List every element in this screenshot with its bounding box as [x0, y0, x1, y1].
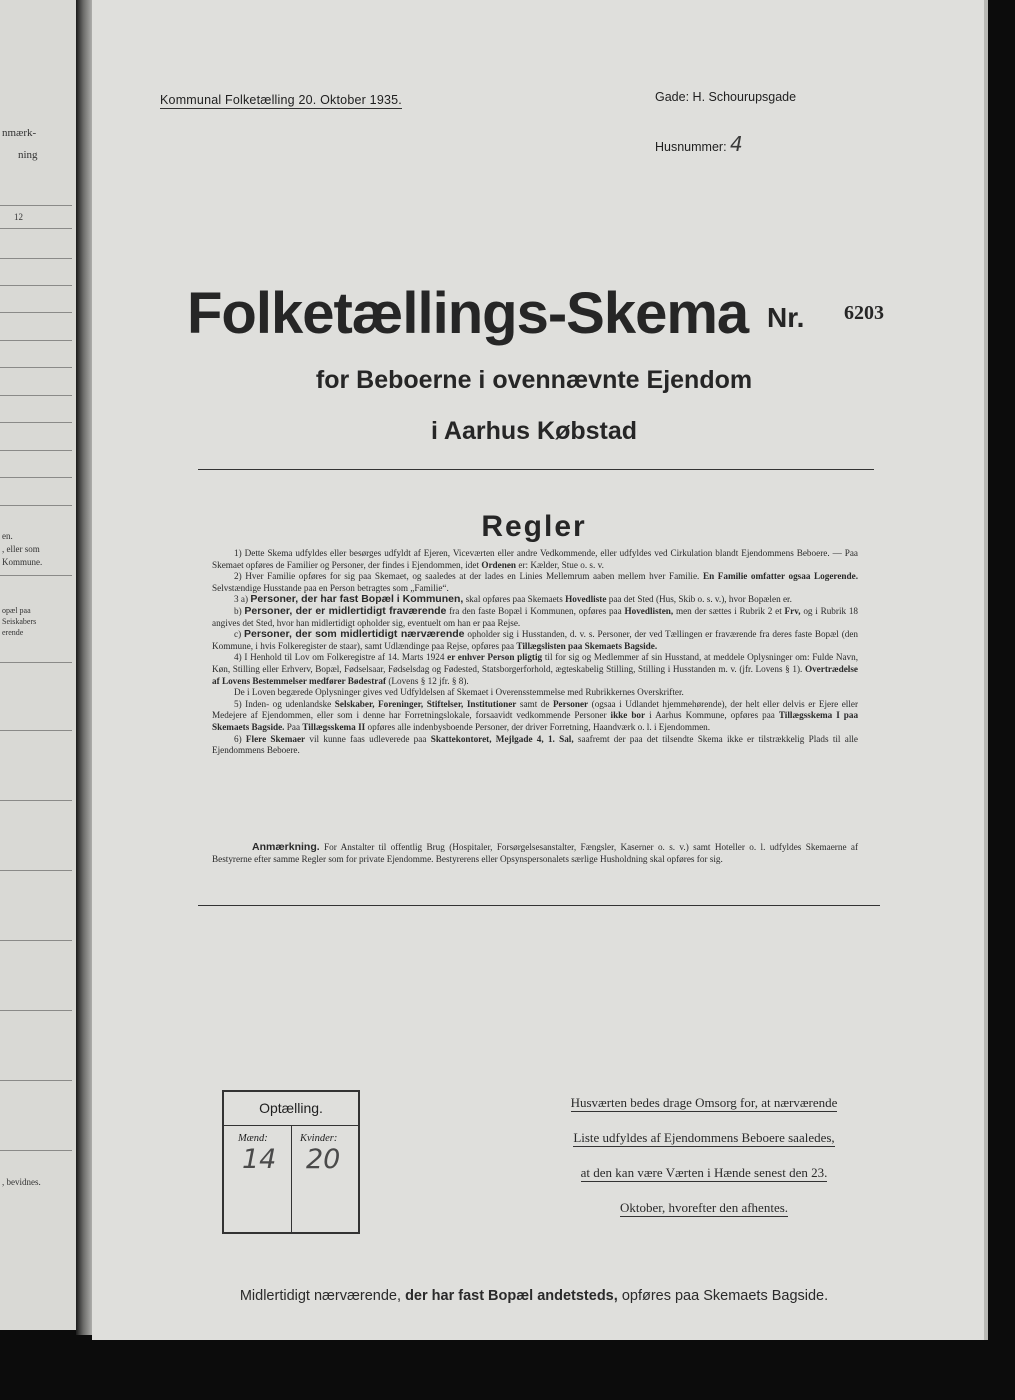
- rule-5: 5) Inden- og udenlandske Selskaber, Foreninger, Stiftelser, Institutioner samt de Personer (ogsaa i Udlandet hjemmehørende), der helt eller delvis er Ejere eller Medejere af Ejendommen, eller som i denne har Forretningslokale, forsaavidt vedkommende Personer ikke bor i Aarhus Kommune, opføres paa Tillægsskema I paa Skemaets Bagside. Paa Tillægsskema II opføres alle indenbysboende Personer, der driver Forretning, Haandværk o. l. i Ejendommen.: [212, 698, 859, 732]
- rule-1: 1) Dette Skema udfyldes eller besørges udfyldt af Ejeren, Viceværten eller andre Vedkommende, eller udfyldes ved Cirkulation blandt Ejendommens Beboere. — Paa Skemaet opføres de Familier og Personer, der findes i Ejendommen, idet Ordenen er: Kælder, Stue o. s. v.: [212, 548, 858, 570]
- rule-4b: De i Loven begærede Oplysninger gives ved Udfyldelsen af Skemaet i Overensstemmelse med Rubrikkernes Overskrifter.: [234, 687, 684, 698]
- left-rule: [0, 422, 72, 423]
- remark-text: For Anstalter til offentlig Brug (Hospitaler, Forsørgelsesanstalter, Fængsler, Kaserner o. s. v.) samt Hoteller o. l. udfyldes Skemaerne af Bestyrerne efter samme Regler som for private Ejendomme. Bestyrerens eller Opsynspersonalets særlige Husholdning skal opføres for sig.: [212, 842, 859, 864]
- form-subtitle-1: for Beboerne i ovennævnte Ejendom: [315, 366, 753, 394]
- left-rule: [0, 477, 72, 478]
- left-rule: [0, 367, 72, 368]
- left-facing-page: [0, 0, 78, 1330]
- left-fragment: , bevidnes.: [2, 1177, 41, 1187]
- left-fragment: Kommune.: [2, 557, 43, 567]
- notice-line-3: at den kan være Værten i Hænde senest den 23.: [580, 1165, 828, 1180]
- left-fragment: , eller som: [2, 544, 40, 554]
- left-rule: [0, 340, 72, 341]
- house-number-label: Husnummer:: [655, 140, 727, 154]
- house-number-value: 4: [730, 132, 743, 156]
- form-title: Folketællings-Skema: [187, 281, 749, 346]
- census-header-line: Kommunal Folketælling 20. Oktober 1935.: [160, 93, 402, 107]
- footer-note: Midlertidigt nærværende, der har fast Bopæl andetsteds, opføres paa Skemaets Bagside.: [239, 1288, 829, 1304]
- left-rule: [0, 228, 72, 229]
- left-rule: [0, 450, 72, 451]
- left-rule: [0, 662, 72, 663]
- divider: [198, 469, 874, 470]
- rule-4: 4) I Henhold til Lov om Folkeregistre af 14. Marts 1924 er enhver Person pligtig til for sig og Medlemmer af sin Husstand, at meddele Oplysninger om: Fulde Navn, Køn, Stilling eller Erhverv, Bopæl, Fødselsaar, Fødselsdag og Fødested, Statsborgerforhold, ægteskabelig Stilling, Stilling i Husstanden m. v. (jfr. Lovens § 1). Overtrædelse af Lovens Bestemmelser medfører Bødestraf (Lovens § 12 jfr. § 8).: [212, 652, 859, 686]
- left-rule: [0, 285, 72, 286]
- women-label: Kvinder:: [300, 1133, 338, 1144]
- rule-3b: b) Personer, der er midlertidigt fraværende fra den faste Bopæl i Kommunen, opføres paa Hovedlisten, men der sættes i Rubrik 2 et Frv, og i Rubrik 18 angives det Sted, hvor han midlertidigt opholder sig, eventuelt om han er paa Rejse.: [212, 604, 859, 628]
- left-fragment: erende: [2, 628, 24, 637]
- women-count: 20: [306, 1144, 341, 1175]
- left-rule: [0, 205, 72, 206]
- left-rule: [0, 1010, 72, 1011]
- remark-label: Anmærkning.: [252, 841, 320, 853]
- rules-text: [212, 548, 858, 757]
- street-value: H. Schourupsgade: [692, 90, 797, 104]
- remark-paragraph: [212, 841, 858, 865]
- left-fragment: nmærk-: [2, 127, 37, 139]
- notice-line-4: Oktober, hvorefter den afhentes.: [619, 1200, 789, 1215]
- rule-6: 6) Flere Skemaer vil kunne faas udleverede paa Skattekontoret, Mejlgade 4, 1. Sal, saafremt der paa det tilsendte Skema ikke er tilstrækkelig Plads til alle Ejendommens Beboere.: [212, 733, 859, 756]
- left-rule: [0, 800, 72, 801]
- form-number-label: Nr.: [767, 302, 805, 333]
- count-box-title: Optælling.: [224, 1092, 358, 1126]
- left-rule: [0, 312, 72, 313]
- left-rule: [0, 395, 72, 396]
- left-rule: [0, 730, 72, 731]
- left-rule: [0, 940, 72, 941]
- men-count: 14: [242, 1144, 277, 1175]
- street-label: Gade:: [655, 90, 690, 104]
- rule-2: 2) Hver Familie opføres for sig paa Skemaet, og saaledes at der lades en Linies Mellemrum aaben mellem hver Familie. En Familie omfatter ogsaa Logerende. Selvstændige Husstande paa en Person betragtes som „Familie“.: [212, 571, 858, 593]
- count-box-divider: [291, 1126, 292, 1232]
- left-rule: [0, 870, 72, 871]
- men-label: Mænd:: [238, 1133, 268, 1144]
- count-box: [222, 1090, 360, 1234]
- left-rule: [0, 575, 72, 576]
- form-subtitle-2: i Aarhus Købstad: [430, 417, 638, 445]
- divider: [198, 905, 880, 906]
- left-rule: [0, 505, 72, 506]
- form-number-value: 6203: [844, 302, 884, 324]
- left-rule: [0, 1080, 72, 1081]
- notice-line-2: Liste udfyldes af Ejendommens Beboere saaledes,: [573, 1130, 835, 1145]
- census-form-page: [92, 0, 988, 1340]
- rules-heading: Regler: [481, 510, 587, 543]
- rule-3a: 3 a) Personer, der har fast Bopæl i Kommunen, skal opføres paa Skemaets Hovedliste paa det Sted (Hus, Skib o. s. v.), hvor Bopælen er.: [234, 593, 792, 606]
- left-rule: [0, 1150, 72, 1151]
- left-fragment: opæl paa: [2, 606, 31, 615]
- left-fragment: 12: [14, 212, 23, 222]
- left-rule: [0, 258, 72, 259]
- street-field: [655, 90, 796, 104]
- notice-line-1: Husværten bedes drage Omsorg for, at nærværende: [570, 1095, 838, 1110]
- left-fragment: en.: [2, 531, 13, 541]
- left-fragment: ning: [18, 149, 38, 161]
- house-number-field: [655, 132, 743, 156]
- rule-3c: c) Personer, der som midlertidigt nærværende opholder sig i Husstanden, d. v. s. Personer, der ved Tællingen er fraværende fra deres faste Bopæl (den Kommune, i hvis Folkeregister de staar), samt Udlændinge paa Rejse, opføres paa Tillægslisten paa Skemaets Bagside.: [212, 628, 859, 651]
- left-fragment: Seiskabers: [2, 617, 37, 626]
